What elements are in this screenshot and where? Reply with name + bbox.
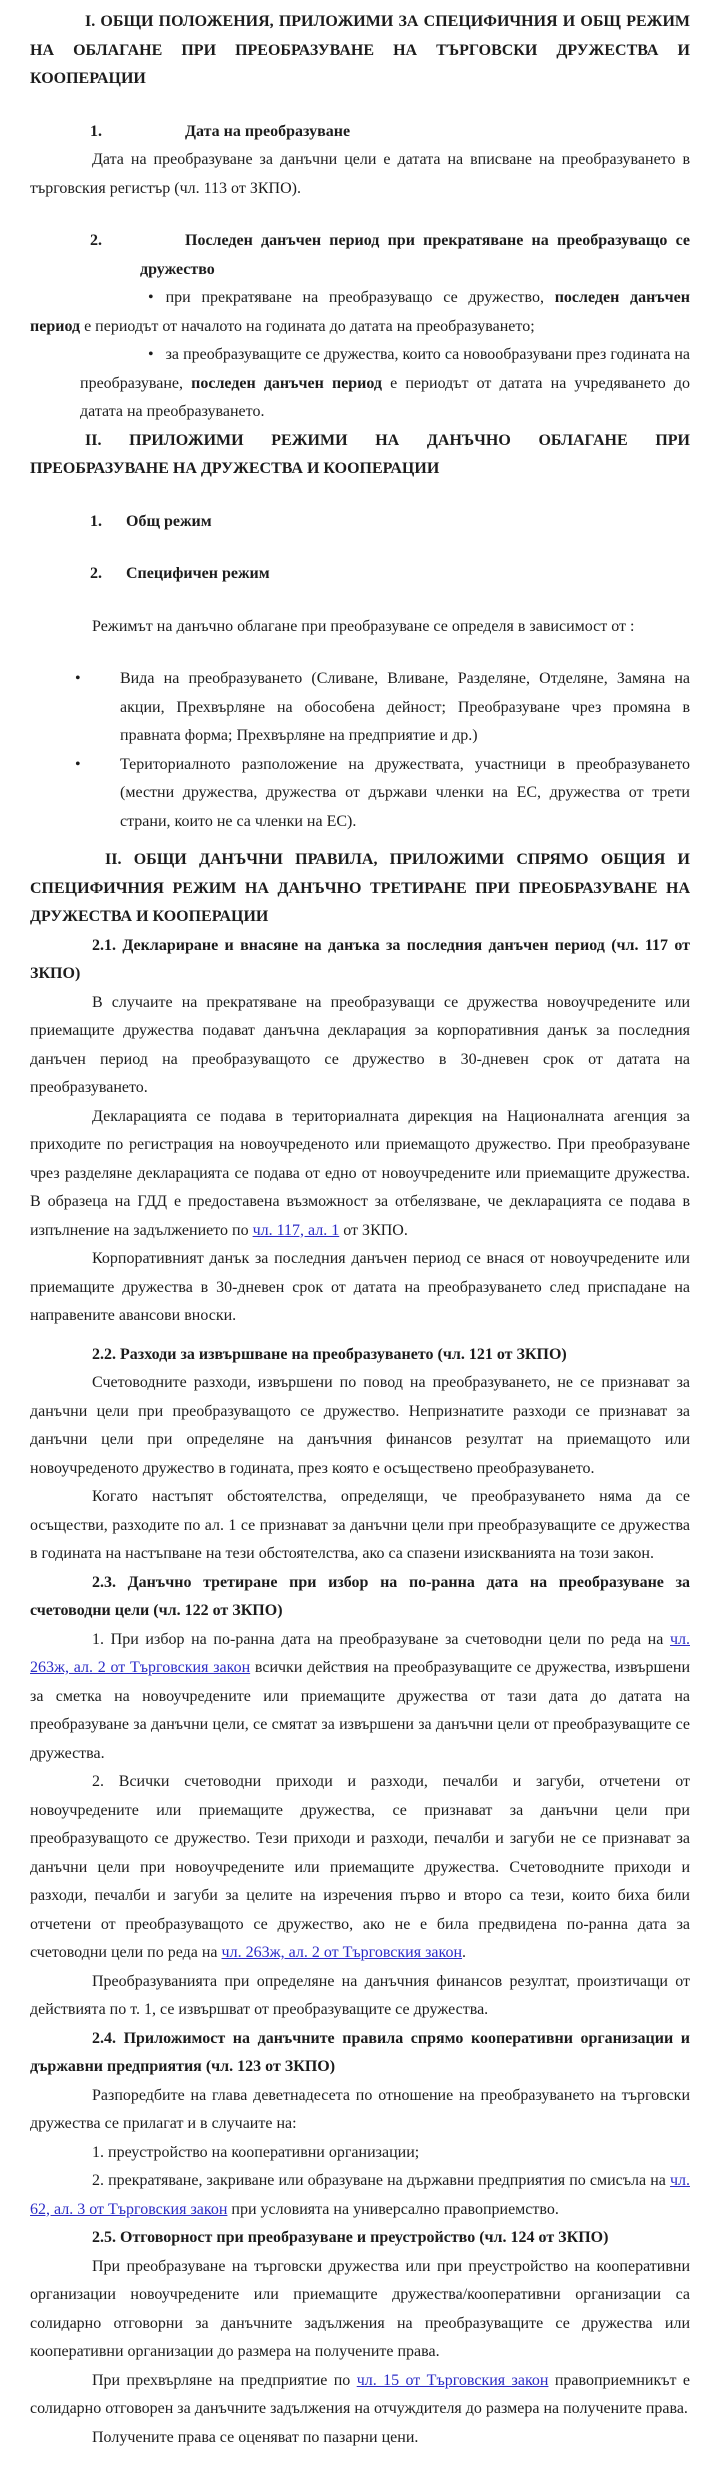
paragraph — [30, 2424, 690, 2453]
text-run: Вида на преобразуването (Сливане, Вливане, Разделяне, Отделяне, Замяна на акции, Прехвърляне на обособена дейност; Преобразуване чрез промяна в правната форма; Прехвърляне на предприятие и др.) — [120, 670, 690, 744]
text-run: При преобразуване на търговски дружества или при преустройство на кооперативни организации новоучредените или приемащите дружества/кооперативни организации са солидарно отговорни за данъчните задължения на преобразуващите се дружества или кооперативни организации до размера на получените права. — [30, 2257, 690, 2360]
text-run: 2.3. Данъчно третиране при избор на по-ранна дата на преобразуване за счетоводни цели (чл. 122 от ЗКПО) — [30, 1573, 690, 1619]
text-run: Дата на преобразуване — [185, 122, 351, 140]
text-run: при условията на универсално правоприемство. — [227, 2200, 559, 2218]
item-number: 2. — [90, 565, 102, 582]
item-heading-1 — [90, 118, 690, 147]
text-run: последен данъчен период — [30, 289, 690, 335]
paragraph — [30, 2253, 690, 2367]
text-run: последен данъчен период — [191, 374, 383, 392]
law-reference-link[interactable]: чл. 263ж, ал. 2 от Търговския закон — [30, 1630, 690, 1676]
bullet-item — [30, 751, 690, 837]
paragraph — [30, 2082, 690, 2139]
paragraph — [30, 613, 690, 642]
text-run: 2.5. Отговорност при преобразуване и преустройство (чл. 124 от ЗКПО) — [92, 2229, 609, 2246]
section-heading-1 — [30, 8, 690, 94]
paragraph — [30, 2367, 690, 2424]
text-run: 1. преустройство на кооперативни организации; — [92, 2143, 420, 2161]
paragraph — [30, 1245, 690, 1331]
law-reference-link[interactable]: чл. 263ж, ал. 2 от Търговския закон — [221, 1944, 463, 1961]
text-run: Общ режим — [126, 512, 212, 530]
text-run: При прехвърляне на предприятие по — [92, 2371, 357, 2389]
regime-heading-2 — [90, 560, 690, 589]
text-run: 2. Всички счетоводни приходи и разходи, печалби и загуби, отчетени от новоучредените или приемащите дружества, се признават за данъчни цели при преобразуващото се дружество. Тези приходи и разходи, печалби и загуби не се признават за данъчни цели при новоучредените или приемащите дружества. Счетоводните приходи и разходи, печалби и загуби за целите на изречения първо и второ са тези, които биха били отчетени от преобразуващото се дружество, ако не е била предвидена по-ранна дата за счетоводни цели по реда на — [30, 1773, 690, 1961]
text-run: Последен данъчен период при прекратяване на преобразуващо се дружество — [140, 232, 690, 278]
bullet-icon: • — [75, 670, 81, 687]
law-reference-link[interactable]: чл. 117, ал. 1 — [252, 1221, 340, 1239]
list-item — [30, 2139, 690, 2168]
text-run: е периодът от началото на годината до датата на преобразуването; — [80, 317, 535, 335]
subsection-heading-2-1 — [30, 932, 690, 989]
item-number: 1. — [90, 122, 102, 140]
paragraph — [30, 989, 690, 1103]
text-run: Декларацията се подава в териториалната дирекция на Националната агенция за приходите по регистрация на новоучреденото или приемащото дружество. При преобразуване чрез разделяне декларацията се подава от едно от новоучредените или приемащите дружества. В образеца на ГДД е предоставена възможност за отбелязване, че декларацията се подава в изпълнение на задължението по — [30, 1107, 690, 1239]
text-run: Териториалното разположение на дружествата, участници в преобразуването (местни дружества, дружества от държави членки на ЕС, дружества от трети страни, които не са членки на ЕС). — [120, 755, 690, 830]
paragraph — [30, 1369, 690, 1483]
text-run: Счетоводните разходи, извършени по повод на преобразуването, не се признават за данъчни цели при преобразуващото се дружество. Непризнатите разходи се признават за данъчни цели при определяне на данъчния финансов резултат на приемащото или новоучреденото дружество в годината, през която е осъществено преобразуването. — [30, 1374, 690, 1477]
item-number: 2. — [90, 232, 102, 249]
text-run: Режимът на данъчно облагане при преобразуване се определя в зависимост от : — [92, 617, 635, 635]
text-run: II. ПРИЛОЖИМИ РЕЖИМИ НА ДАНЪЧНО ОБЛАГАНЕ ПРИ ПРЕОБРАЗУВАНЕ НА ДРУЖЕСТВА И КООПЕРАЦИИ — [30, 431, 690, 477]
text-run: всички действия на преобразуващите се дружества, извършени за сметка на новоучредените или приемащите дружества от тази дата до датата на преобразуване за данъчни цели, се смятат за извършени за данъчни цели от преобразуващите се дружества. — [30, 1659, 691, 1762]
text-run: Разпоредбите на глава деветнадесета по отношение на преобразуването на търговски дружества се прилагат и в случаите на: — [30, 2086, 690, 2132]
section-heading-2 — [30, 427, 690, 484]
text-run: Получените права се оценяват по пазарни цени. — [92, 2428, 419, 2446]
subsection-heading-2-5 — [30, 2224, 690, 2253]
paragraph — [30, 1968, 690, 2025]
item-number: 1. — [90, 512, 102, 530]
paragraph — [30, 1626, 690, 1769]
text-run: от ЗКПО. — [339, 1221, 408, 1239]
text-run: Корпоративният данък за последния данъчен период се внася от новоучредените или приемащите дружества в 30-дневен срок от датата на преобразуването след приспадане на направените авансови вноски. — [30, 1250, 690, 1324]
bullet-item — [30, 341, 690, 427]
bullet-item — [30, 665, 690, 751]
text-run: 2. прекратяване, закриване или образуване на държавни предприятия по смисъла на — [92, 2172, 670, 2189]
paragraph — [30, 1768, 690, 1968]
law-reference-link[interactable]: чл. 62, ал. 3 от Търговския закон — [30, 2172, 690, 2218]
regime-heading-1 — [90, 508, 690, 537]
text-run: при прекратяване на преобразуващо се дружество, — [165, 289, 555, 306]
paragraph — [30, 1103, 690, 1246]
text-run: 2.2. Разходи за извършване на преобразуването (чл. 121 от ЗКПО) — [92, 1345, 567, 1363]
bullet-icon: • — [148, 346, 154, 363]
bullet-item — [30, 284, 690, 341]
text-run: 2.1. Деклариране и внасяне на данъка за последния данъчен период (чл. 117 от ЗКПО) — [30, 936, 690, 982]
subsection-heading-2-4 — [30, 2025, 690, 2082]
section-heading-3 — [30, 846, 690, 932]
text-run: за преобразуващите се дружества, които са новообразувани през годината на преобразуване, — [80, 346, 690, 392]
text-run: . — [462, 1944, 467, 1961]
list-item — [30, 2167, 690, 2224]
text-run: Дата на преобразуване за данъчни цели е датата на вписване на преобразуването в търговския регистър (чл. 113 от ЗКПО). — [30, 151, 690, 197]
bullet-icon: • — [148, 289, 154, 306]
bullet-icon: • — [75, 755, 81, 773]
text-run: е периодът от датата на учредяването до датата на преобразуването. — [80, 374, 691, 420]
paragraph — [30, 146, 690, 203]
text-run: Преобразуванията при определяне на данъчния финансов резултат, произтичащи от действията по т. 1, се извършват от преобразуващите се дружества. — [30, 1972, 690, 2018]
text-run: 2.4. Приложимост на данъчните правила спрямо кооперативни организации и държавни предприятия (чл. 123 от ЗКПО) — [30, 2029, 690, 2075]
item-heading-2 — [90, 227, 690, 284]
subsection-heading-2-3 — [30, 1569, 690, 1626]
text-run: В случаите на прекратяване на преобразуващи се дружества новоучредените или приемащите дружества подават данъчна декларация за корпоративния данък за последния данъчен период на преобразуващото се дружество в 30-дневен срок от датата на преобразуването. — [30, 993, 690, 1096]
law-reference-link[interactable]: чл. 15 от Търговския закон — [356, 2371, 549, 2389]
paragraph — [30, 1483, 690, 1569]
text-run: Когато настъпят обстоятелства, определящи, че преобразуването няма да се осъществи, разходите по ал. 1 се признават за данъчни цели при преобразуващите се дружества в годината на настъпване на тези обстоятелства, ако са спазени изискванията на този закон. — [30, 1488, 690, 1562]
text-run: I. ОБЩИ ПОЛОЖЕНИЯ, ПРИЛОЖИМИ ЗА СПЕЦИФИЧНИЯ И ОБЩ РЕЖИМ НА ОБЛАГАНЕ ПРИ ПРЕОБРАЗУВАНЕ НА ТЪРГОВСКИ ДРУЖЕСТВА И КООПЕРАЦИИ — [30, 13, 690, 87]
text-run: 1. При избор на по-ранна дата на преобразуване за счетоводни цели по реда на — [92, 1630, 670, 1648]
text-run: II. ОБЩИ ДАНЪЧНИ ПРАВИЛА, ПРИЛОЖИМИ СПРЯМО ОБЩИЯ И СПЕЦИФИЧНИЯ РЕЖИМ НА ДАНЪЧНО ТРЕТИРАНЕ ПРИ ПРЕОБРАЗУВАНЕ НА ДРУЖЕСТВА И КООПЕРАЦИИ — [30, 851, 690, 925]
text-run: Специфичен режим — [126, 565, 270, 582]
subsection-heading-2-2 — [30, 1341, 690, 1370]
text-run: правоприемникът е солидарно отговорен за данъчните задължения на отчуждителя до размера на получените права. — [30, 2371, 690, 2417]
